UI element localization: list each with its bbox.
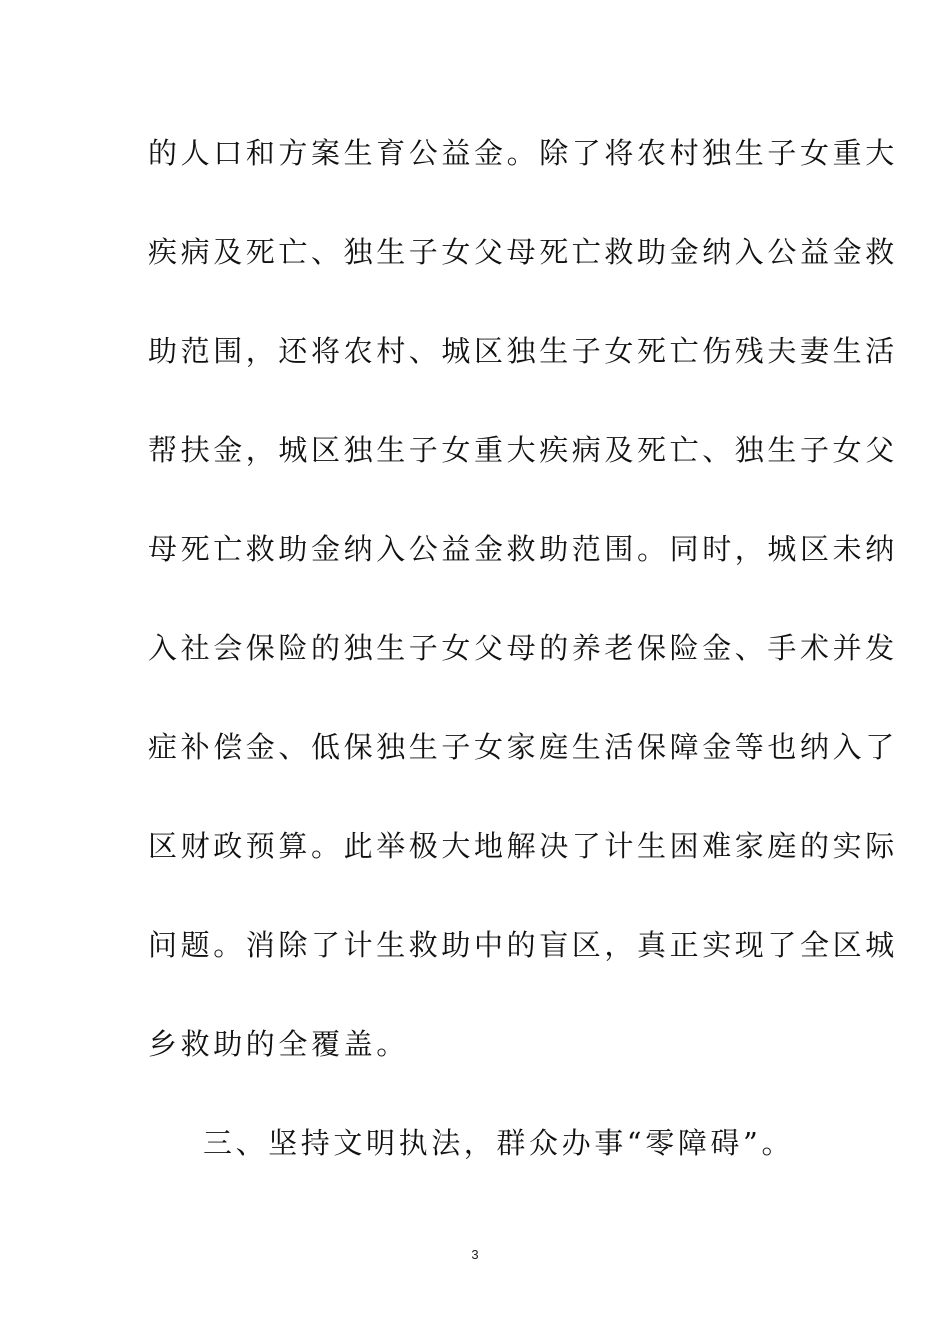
page-number: 3 xyxy=(471,1247,479,1262)
paragraph-line: 帮扶金，城区独生子女重大疾病及死亡、独生子女父 xyxy=(148,433,898,467)
paragraph-line: 疾病及死亡、独生子女父母死亡救助金纳入公益金救 xyxy=(148,235,898,269)
paragraph-line: 问题。消除了计生救助中的盲区，真正实现了全区城 xyxy=(148,928,898,962)
body-text xyxy=(148,128,898,1217)
paragraph-line: 母死亡救助金纳入公益金救助范围。同时，城区未纳 xyxy=(148,532,898,566)
paragraph-line: 区财政预算。此举极大地解决了计生困难家庭的实际 xyxy=(148,829,898,863)
section-heading: 三、坚持文明执法，群众办事“零障碍”。 xyxy=(203,1126,795,1160)
paragraph-line: 的人口和方案生育公益金。除了将农村独生子女重大 xyxy=(148,136,898,170)
paragraph-line: 症补偿金、低保独生子女家庭生活保障金等也纳入了 xyxy=(148,730,898,764)
paragraph-line: 入社会保险的独生子女父母的养老保险金、手术并发 xyxy=(148,631,898,665)
paragraph-line: 乡救助的全覆盖。 xyxy=(148,1027,409,1061)
paragraph-line: 助范围，还将农村、城区独生子女死亡伤残夫妻生活 xyxy=(148,334,898,368)
